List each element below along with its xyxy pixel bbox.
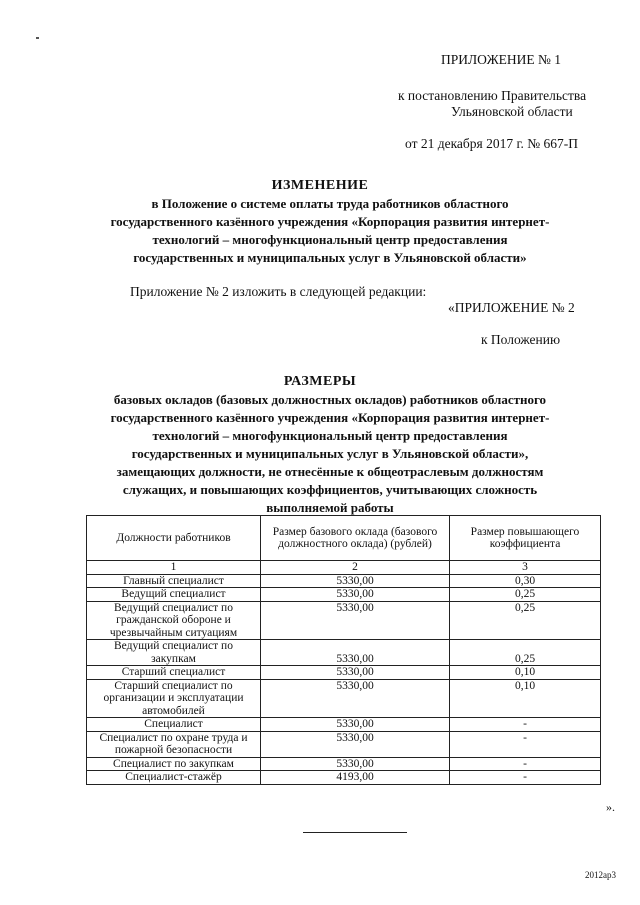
instruction-text: Приложение № 2 изложить в следующей редакции: (130, 284, 427, 299)
sizes-line: базовых окладов (базовых должностных окладов) работников областного (113, 392, 547, 407)
coef-cell: 0,25 (450, 640, 601, 666)
coef-cell: - (450, 757, 601, 771)
position-cell: Специалист (87, 718, 261, 732)
signature-line (303, 832, 407, 833)
table-row (87, 757, 601, 771)
change-line: в Положение о системе оплаты труда работников областного (151, 196, 509, 211)
position-cell: Ведущий специалист по гражданской обороне и чрезвычайным ситуациям (87, 601, 261, 640)
position-cell: Ведущий специалист (87, 588, 261, 602)
sizes-title: РАЗМЕРЫ (283, 374, 357, 389)
salary-cell: 5330,00 (261, 731, 450, 757)
scan-speck (36, 37, 39, 39)
decree-line-2: Ульяновской области (451, 104, 573, 119)
coef-cell: 0,10 (450, 666, 601, 680)
closing-quote-mark: ». (606, 800, 615, 814)
salary-cell: 5330,00 (261, 601, 450, 640)
coef-cell: - (450, 718, 601, 732)
salary-cell: 5330,00 (261, 588, 450, 602)
position-cell: Специалист-стажёр (87, 771, 261, 785)
sizes-line: замещающих должности, не отнесённые к общеотраслевым должностям (116, 464, 544, 479)
coef-cell: 0,30 (450, 574, 601, 588)
table-header-row (87, 516, 601, 561)
change-description (60, 195, 600, 267)
sizes-description (60, 391, 600, 517)
footer-code: 2012ар3 (585, 870, 616, 880)
header-base-salary: Размер базового оклада (базового должностного оклада) (рублей) (261, 516, 450, 561)
position-cell: Специалист по закупкам (87, 757, 261, 771)
salary-cell: 5330,00 (261, 666, 450, 680)
decree-line-1: к постановлению Правительства (398, 88, 587, 103)
coef-cell: 0,25 (450, 601, 601, 640)
salary-cell: 5330,00 (261, 640, 450, 666)
sizes-line: служащих, и повышающих коэффициентов, учитывающих сложность (122, 482, 538, 497)
table-row (87, 666, 601, 680)
position-cell: Старший специалист по организации и эксплуатации автомобилей (87, 679, 261, 718)
salary-cell: 4193,00 (261, 771, 450, 785)
coef-cell: 0,25 (450, 588, 601, 602)
table-row (87, 718, 601, 732)
sizes-line: государственного казённого учреждения «Корпорация развития интернет- (110, 410, 550, 425)
position-cell: Старший специалист (87, 666, 261, 680)
table-row (87, 640, 601, 666)
table-row (87, 679, 601, 718)
salary-cell: 5330,00 (261, 679, 450, 718)
sizes-line: государственных и муниципальных услуг в Ульяновской области», (131, 446, 529, 461)
salary-cell: 5330,00 (261, 574, 450, 588)
appendix-number: ПРИЛОЖЕНИЕ № 1 (441, 52, 562, 67)
coef-cell: - (450, 731, 601, 757)
column-number: 2 (261, 561, 450, 575)
inner-appendix-line: к Положению (481, 332, 561, 347)
inner-appendix-number: «ПРИЛОЖЕНИЕ № 2 (448, 300, 575, 315)
decree-date: от 21 декабря 2017 г. № 667-П (405, 136, 579, 151)
table-row (87, 574, 601, 588)
header-positions: Должности работников (87, 516, 261, 561)
coef-cell: - (450, 771, 601, 785)
coef-cell: 0,10 (450, 679, 601, 718)
salary-cell: 5330,00 (261, 718, 450, 732)
table-row (87, 731, 601, 757)
position-cell: Главный специалист (87, 574, 261, 588)
table-row (87, 601, 601, 640)
sizes-line: выполняемой работы (266, 500, 394, 515)
sizes-line: технологий – многофункциональный центр предоставления (152, 428, 508, 443)
header-coefficient: Размер повышающего коэффициента (450, 516, 601, 561)
position-cell: Ведущий специалист по закупкам (87, 640, 261, 666)
table-number-row (87, 561, 601, 575)
change-line: государственного казённого учреждения «Корпорация развития интернет- (110, 214, 550, 229)
column-number: 3 (450, 561, 601, 575)
salary-cell: 5330,00 (261, 757, 450, 771)
salary-table (86, 515, 601, 785)
table-row (87, 771, 601, 785)
change-line: государственных и муниципальных услуг в Ульяновской области» (133, 250, 527, 265)
change-line: технологий – многофункциональный центр предоставления (152, 232, 508, 247)
table-row (87, 588, 601, 602)
change-title: ИЗМЕНЕНИЕ (271, 178, 369, 193)
position-cell: Специалист по охране труда и пожарной безопасности (87, 731, 261, 757)
column-number: 1 (87, 561, 261, 575)
